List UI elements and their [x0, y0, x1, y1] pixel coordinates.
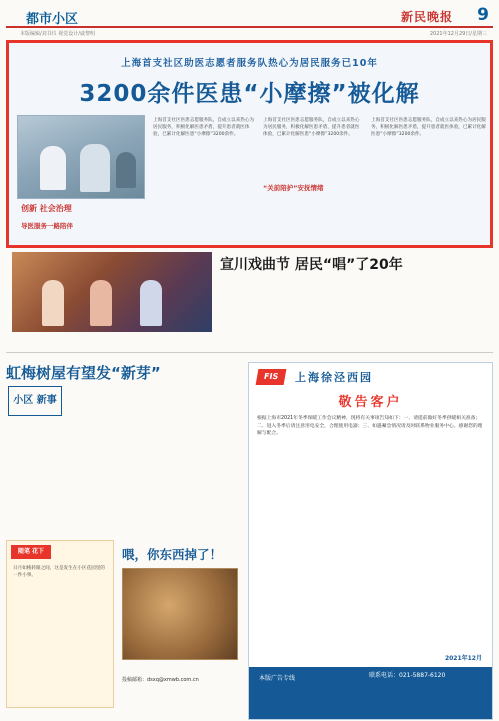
- feature-kicker: 上海首支社区助医志愿者服务队热心为居民服务已10年: [121, 58, 378, 69]
- feature-photo: [17, 115, 145, 199]
- section-divider: [6, 352, 493, 353]
- essay-body: 日月如梭转眼之间，这是发生在小区花园里的一件小事。: [13, 566, 105, 578]
- essay-box: [6, 540, 114, 708]
- subhead-guide: 导医服务一路陪伴: [21, 222, 73, 230]
- subhead-escort: “关前陪护”安抚情绪: [263, 184, 324, 192]
- performer-figure: [140, 280, 162, 326]
- notice-date: 2021年12月: [444, 655, 482, 662]
- rainbow-headline: 虹梅树屋有望发“新芽”: [6, 364, 161, 382]
- column-tag: 小区 新事: [8, 386, 62, 416]
- notice-body: 根据上海市2021年冬季保暖工作会议精神，现将有关事项告知如下：一、请提前做好冬季供暖相关准备；二、进入冬季后请注意用电安全，合理使用电器；三、如遇紧急情况请及时联系物业服务中心。感谢您的理解与配合。: [257, 416, 483, 436]
- header-subline: [6, 30, 493, 38]
- feature-body-col1: 上海首支社区医患志愿服务队，自成立以来热心为居民服务，积极化解医患矛盾，提升患者就医体验，已累计化解医患“小摩擦”3200余件。: [153, 118, 255, 137]
- opera-story: [6, 252, 493, 332]
- contact-line: 投稿邮箱：dsxq@xmwb.com.cn: [122, 677, 199, 683]
- feature-body-col2: 上海首支社区医患志愿服务队，自成立以来热心为居民服务，积极化解医患矛盾，提升患者就医体验，已累计化解医患“小摩擦”3200余件。: [263, 118, 360, 137]
- feature-headline: 3200余件医患“小摩擦”被化解: [79, 81, 420, 107]
- company-logo: FIS: [256, 369, 287, 385]
- person-figure: [80, 144, 110, 192]
- innovation-ribbon: 创新 社会治理: [21, 204, 72, 213]
- shout-photo: [122, 568, 238, 660]
- opera-headline: 宣川戏曲节 居民“唱”了20年: [220, 257, 403, 273]
- feature-story: [6, 40, 493, 248]
- paper-name: 新民晚报: [400, 10, 453, 24]
- page-header: [6, 4, 493, 28]
- performer-figure: [42, 280, 64, 326]
- performer-figure: [90, 280, 112, 326]
- essay-tag: 随笔 花下: [11, 545, 51, 559]
- page-number: 9: [477, 5, 489, 25]
- shout-headline: 喂，你东西掉了！: [122, 547, 223, 562]
- section-title: 都市小区: [26, 12, 79, 27]
- opera-photo: [12, 252, 212, 332]
- issue-date: 2021年12月29日/星期三: [429, 31, 487, 37]
- footer-right: 联系电话：021-5887-6120: [369, 672, 446, 679]
- notice-org: 上海徐泾西园: [295, 371, 373, 384]
- person-figure: [116, 152, 136, 188]
- footer-left: 本版广告专线: [259, 675, 296, 682]
- notice-ad: [248, 362, 493, 720]
- notice-title: 敬告客户: [338, 395, 403, 410]
- person-figure: [40, 146, 66, 190]
- feature-body-col3: 上海首支社区医患志愿服务队，自成立以来热心为居民服务，积极化解医患矛盾，提升患者就医体验，已累计化解医患“小摩擦”3200余件。: [371, 118, 486, 137]
- notice-footer: [249, 667, 492, 719]
- editor-credit: 本版编辑/刘书仪 视觉设计/戚黎明: [20, 31, 95, 37]
